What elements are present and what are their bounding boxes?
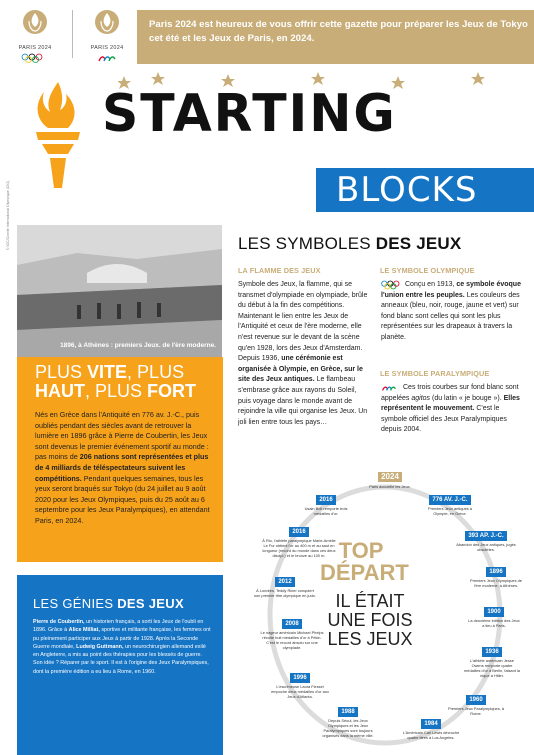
timeline-year: 1960 [466, 695, 485, 705]
timeline-year: 1984 [421, 719, 440, 729]
timeline-text: Le nageur américain Michael Phelps récolte huit médailles d'or à Pékin. C'est le record absolu sur une olympiade. [260, 630, 324, 650]
timeline-text: Depuis Séoul, les Jeux Olympiques et les Jeux Paralympiques sont toujours organisés dans la même ville. [322, 718, 374, 738]
photo-caption: 1896, à Athènes : premiers Jeux. de l'ère moderne. [60, 342, 216, 349]
timeline-text: À Rio, l'athlète paralympique Marie-Amélie Le Fur obtient l'or au 400 m et au saut en longueur (record du monde dans ces deux discipl.) et le bronze au 100 m. [262, 538, 336, 558]
paralympic-flame-medal-icon [82, 7, 132, 45]
olympic-rings-icon [20, 53, 50, 63]
timeline-year: 1936 [482, 647, 501, 657]
timeline-year: 1996 [290, 673, 309, 683]
flamme-body: Symbole des Jeux, la flamme, qui se transmet d'olympiade en olympiade, brûle du début à la fin des compétitions. Maintenant le lien entre les Jeux de l'Antiquité et ceux de l'ère moderne, elle n'est revenue sur le devant de la scène qu'en 1928, lors des Jeux d'Amsterdam. Depuis 1936, une cérémonie est organisée à Olympie, en Grèce, sur le site des Jeux antiques. Le flambeau s'embrase grâce aux rayons du Soleil, puis voyage dans le monde avant de rejoindre la ville qui organise les Jeux. Un joli lien entre tous les pays… [238, 281, 368, 426]
timeline-event [464, 640, 520, 678]
timeline-year: 1988 [338, 707, 357, 717]
timeline-year: 393 AP. J.-C. [465, 531, 506, 541]
timeline-event [262, 520, 336, 558]
title-starting: STARTING [102, 84, 397, 144]
timeline-event [258, 612, 326, 650]
paris-2024-logo [10, 7, 60, 63]
genies-heading: LES GÉNIES DES JEUX [33, 596, 184, 611]
timeline-year: 2008 [282, 619, 301, 629]
timeline-year: 2016 [316, 495, 335, 505]
timeline-year: 1900 [484, 607, 503, 617]
timeline-text: Premiers Jeux Paralympiques, à Rome. [447, 706, 504, 716]
photo-credit: © IOC/Comité International Olympique (CIO) [6, 180, 10, 250]
symboles-heading: LES SYMBOLES DES JEUX [238, 234, 462, 253]
timeline-text: Usain Bolt remporte trois médailles d'or. [304, 506, 348, 516]
timeline-event [468, 600, 520, 628]
timeline-text: À Londres, Teddy Riner conquiert son premier titre olympique en judo. [254, 588, 316, 598]
flamme-heading: LA FLAMME DES JEUX [238, 266, 321, 275]
logo-label: PARIS 2024 [18, 45, 52, 51]
il-etait-title: IL ÉTAIT UNE FOIS LES JEUX [327, 591, 413, 649]
agitos-icon [97, 53, 117, 63]
timeline-text: Premiers Jeux antiques à Olympie, en Grèce. [428, 506, 472, 516]
timeline-text: L'escrimeuse Laura Flessel empoche deux médailles d'or aux Jeux d'Atlanta. [271, 684, 329, 699]
paralympique-body: Ces trois courbes sur fond blanc sont appelées agitos (du latin « je bouge »). Elles représentent le mouvement. C'est le symbole officiel des Jeux Paralympiques depuis 2004. [381, 384, 520, 434]
plus-vite-heading: PLUS VITE, PLUS HAUT, PLUS FORT [35, 362, 197, 401]
timeline-event [296, 488, 356, 516]
timeline-event [360, 466, 420, 489]
timeline-event [254, 570, 316, 598]
timeline-event [456, 524, 516, 552]
logo-divider [72, 10, 73, 58]
header [0, 0, 534, 66]
timeline-year: 1896 [486, 567, 505, 577]
timeline-text: L'Américain Carl Lewis décroche quatre titres à Los Angeles. [402, 730, 460, 740]
logo-label: PARIS 2024 [90, 45, 124, 51]
title-blocks: BLOCKS [316, 168, 534, 212]
top-depart-title: TOP DÉPART [320, 538, 409, 585]
timeline-year: 2024 [378, 472, 402, 482]
timeline-text: Abandon des Jeux antiques, jugés obsolètes. [456, 542, 516, 552]
timeline-year: 776 AV. J.-C. [429, 495, 470, 505]
timeline-year: 2016 [289, 527, 308, 537]
torch-icon [20, 80, 92, 192]
timeline-year: 2012 [275, 577, 294, 587]
timeline-event [420, 488, 480, 516]
olympique-body: Conçu en 1913, ce symbole évoque l'union entre les peuples. Les couleurs des anneaux (bleu, noir, rouge, jaune et vert) sur fond blanc sont celles qui sont les plus représentées sur les drapeaux à travers la planète. [381, 281, 521, 341]
timeline-event [270, 666, 330, 699]
olympique-heading: LE SYMBOLE OLYMPIQUE [380, 266, 475, 275]
timeline-text: Paris accueille les Jeux. [369, 484, 411, 489]
olympic-flame-medal-icon [10, 7, 60, 45]
timeline-event [318, 700, 378, 738]
paris-2024-paralympic-logo [82, 7, 132, 63]
timeline-text: Premiers Jeux Olympiques de l'ère moderne, à Athènes. [470, 578, 522, 588]
timeline-event [400, 712, 462, 740]
genies-body: Pierre de Coubertin, un historien français, a sorti les Jeux de l'oubli en 1896. Grâce à Alice Milliat, sportive et militante française, les femmes ont pu pleinement participer aux Jeux à partir de 1928. Après la Seconde Guerre mondiale, Ludwig Guttmann, un neurochirurgien allemand exilé en Angleterre, a mis au point des thérapies pour les blessés de guerre. Son idée ? Réparer par le sport. Il est à l'origine des Jeux Paralympiques, dont la première édition a eu lieu à Rome, en 1960. [33, 619, 211, 675]
intro-banner: Paris 2024 est heureux de vous offrir cette gazette pour préparer les Jeux de Tokyo cet été et les Jeux de Paris, en 2024. [137, 10, 534, 64]
paralympique-heading: LE SYMBOLE PARALYMPIQUE [380, 369, 490, 378]
plus-vite-body: Nés en Grèce dans l'Antiquité en 776 av. J.-C., puis oubliés pendant des siècles avant de retrouver la lumière en 1896 grâce à Pierre de Coubertin, les Jeux sont devenus le premier événement sportif au monde : pas moins de 206 nations sont représentées et plus de 4 milliards de téléspectateurs suivent les compétitions. Pendant quelques semaines, tous les yeux seront braqués sur Tokyo (du 24 juillet au 9 août 2020 pour les Jeux Olympiques, puis du 25 août au 6 septembre pour les Jeux Paralympiques), en attendant Paris, en 2024. [35, 410, 210, 525]
timeline-event [470, 560, 522, 588]
timeline-text: La deuxième édition des Jeux a lieu à Paris. [468, 618, 520, 628]
timeline-text: L'athlète américain Jesse Owens remporte quatre médailles d'or à Berlin, faisant la nique à Hitler. [464, 658, 520, 678]
